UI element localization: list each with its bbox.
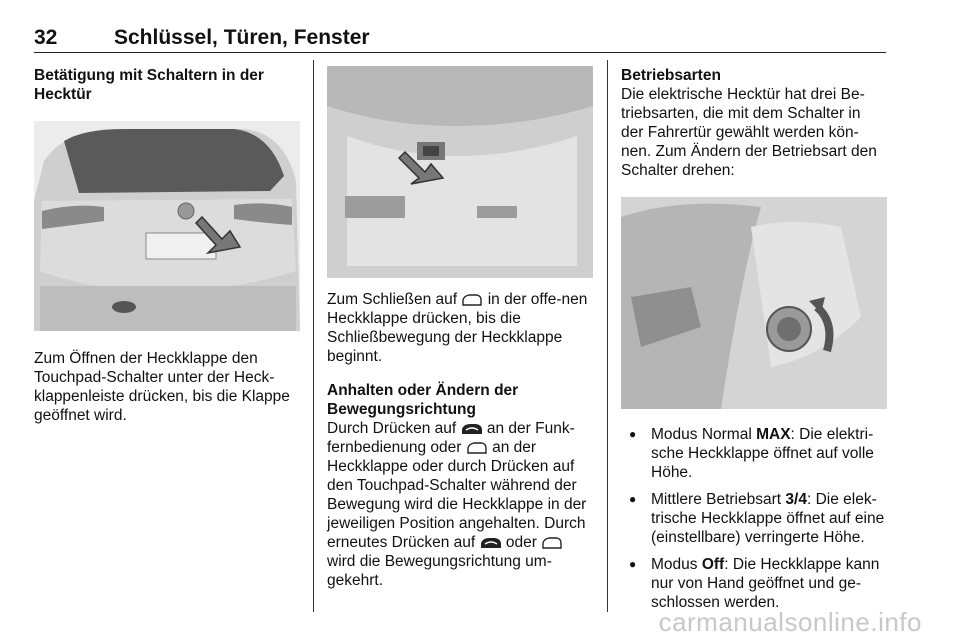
section-heading-stop-change: Anhalten oder Ändern der Bewegungsrichtung xyxy=(327,382,519,418)
mode-max-label: MAX xyxy=(756,426,791,443)
col3-paragraph: Die elektrische Hecktür hat drei Be-triebsarten, die mit dem Schalter in der Fahrertür gewählt werden kön-nen. Zum Ändern der Betriebsart den Schalter drehen: xyxy=(621,86,877,179)
column-3 xyxy=(621,66,887,620)
watermark: carmanualsonline.info xyxy=(658,607,922,637)
stop-text-b: an der Funk-fernbedienung oder xyxy=(327,420,575,456)
mode-max-pre: Modus Normal xyxy=(651,426,757,443)
column-1 xyxy=(34,66,300,425)
close-text-a: Zum Schließen auf xyxy=(327,291,458,308)
mode-list xyxy=(621,425,887,612)
remote-tailgate-icon xyxy=(480,536,502,550)
tailgate-close-icon xyxy=(466,441,488,455)
col2-paragraph-close xyxy=(327,290,593,366)
list-item-mode-off xyxy=(621,555,887,612)
column-divider-2 xyxy=(607,60,608,612)
list-item-mode-max xyxy=(621,425,887,482)
mode-max-post: : Die elektri-sche Heckklappe öffnet auf volle Höhe. xyxy=(651,426,874,481)
page-header xyxy=(34,26,886,53)
tailgate-close-icon xyxy=(541,536,563,550)
tailgate-close-icon xyxy=(461,293,483,307)
list-item-mode-34 xyxy=(621,490,887,547)
figure-tailgate-interior-switch xyxy=(327,66,593,278)
mode-34-post: : Die elek-trische Heckklappe öffnet auf eine (einstellbare) verringerte Höhe. xyxy=(651,491,885,546)
mode-34-pre: Mittlere Betriebsart xyxy=(651,491,786,508)
mode-off-pre: Modus xyxy=(651,556,702,573)
stop-text-a: Durch Drücken auf xyxy=(327,420,457,437)
section-heading-switches: Betätigung mit Schaltern in der Hecktür xyxy=(34,67,264,103)
figure-mode-switch-door xyxy=(621,197,887,409)
stop-text-e: wird die Bewegungsrichtung um-gekehrt. xyxy=(327,553,552,589)
mode-off-post: : Die Heckklappe kann nur von Hand geöffnet und ge-schlossen werden. xyxy=(651,556,880,611)
chapter-title: Schlüssel, Türen, Fenster xyxy=(114,26,370,49)
stop-text-c: an der Heckklappe oder durch Drücken auf den Touchpad-Schalter während der Bewegung wird die Heckklappe in der jeweiligen Position angehalten. Durch erneutes Drücken auf xyxy=(327,439,587,551)
page-number: 32 xyxy=(34,26,58,49)
stop-text-d: oder xyxy=(505,534,537,551)
col1-paragraph: Zum Öffnen der Heckklappe den Touchpad-Schalter unter der Heck-klappenleiste drücken, bis die Klappe geöffnet wird. xyxy=(34,350,290,424)
close-text-b: in der offe-nen Heckklappe drücken, bis die Schließbewegung der Heckklappe beginnt. xyxy=(327,291,588,365)
mode-off-label: Off xyxy=(701,556,725,573)
figure-tailgate-rear-view xyxy=(34,121,300,331)
col2-paragraph-stop xyxy=(327,419,593,590)
column-divider-1 xyxy=(313,60,314,612)
section-heading-modes: Betriebsarten xyxy=(621,67,721,84)
remote-tailgate-icon xyxy=(461,422,483,436)
mode-34-label: 3/4 xyxy=(785,491,807,508)
column-2 xyxy=(327,66,593,590)
